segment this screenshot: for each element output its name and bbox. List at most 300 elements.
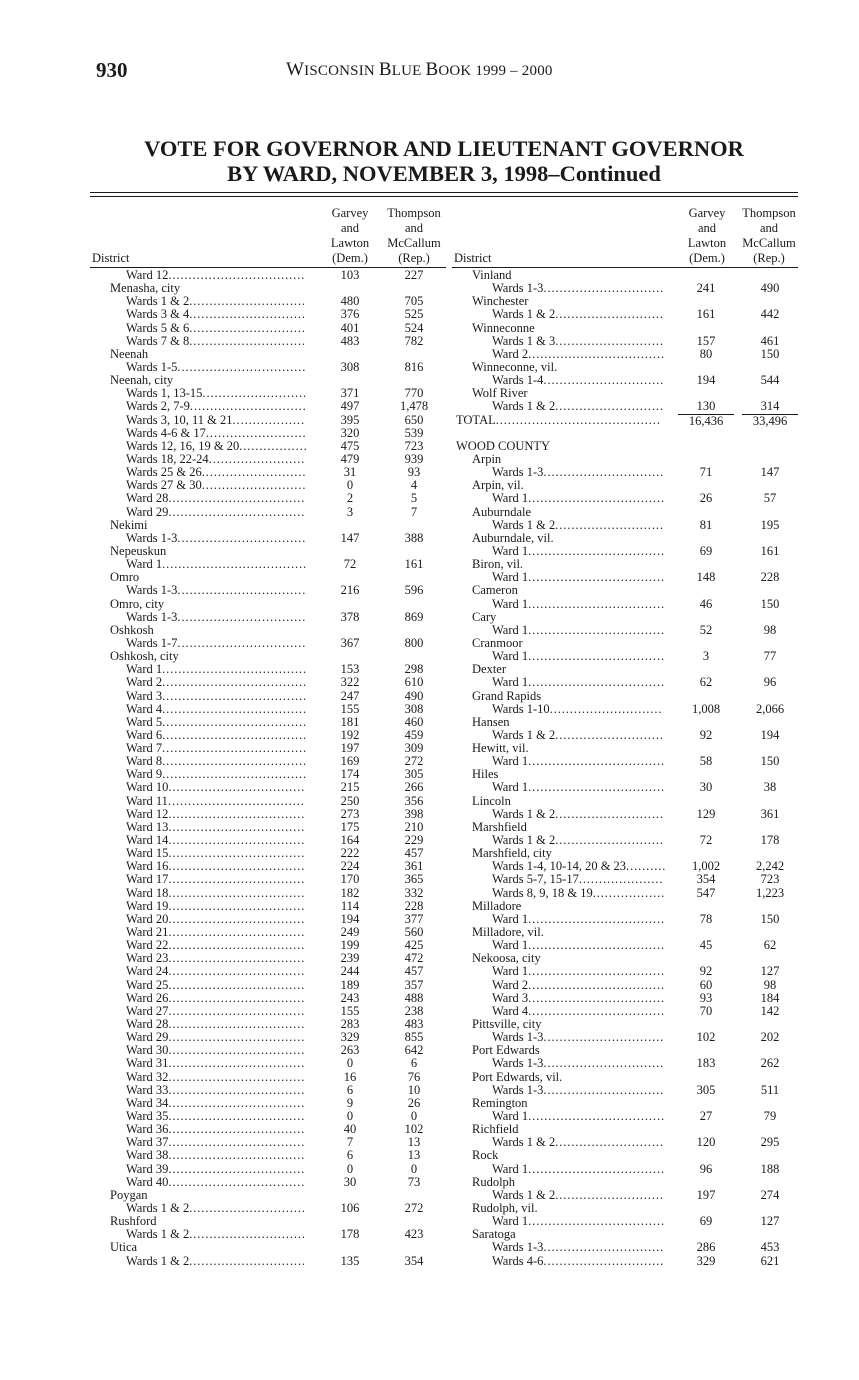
dem-votes: 395 bbox=[340, 412, 360, 427]
rep-votes: 7 bbox=[410, 504, 418, 519]
dem-votes: 155 bbox=[340, 701, 360, 716]
municipality-name: Winchester bbox=[472, 294, 529, 309]
dot-leader: ..................... bbox=[578, 872, 664, 887]
dem-votes: 16 bbox=[343, 1069, 357, 1084]
dem-votes: 175 bbox=[340, 819, 360, 834]
ward-label: Ward 1.................................. bbox=[492, 1109, 665, 1123]
rep-votes: 228 bbox=[404, 898, 424, 913]
dot-leader: .................................. bbox=[528, 1109, 665, 1123]
page-header bbox=[96, 58, 716, 84]
ward-label: Ward 5.................................... bbox=[126, 714, 308, 729]
left-rows bbox=[90, 266, 446, 1268]
rep-votes: 127 bbox=[760, 964, 780, 979]
ward-label: Wards 1 & 2............................. bbox=[126, 1253, 306, 1268]
ward-label: Wards 27 & 30.......................... bbox=[126, 478, 307, 493]
rep-votes: 202 bbox=[760, 1030, 780, 1045]
rep-votes: 314 bbox=[760, 399, 780, 414]
rep-votes: 596 bbox=[404, 583, 424, 598]
dot-leader: .............................. bbox=[543, 465, 665, 480]
dot-leader: ........................... bbox=[555, 399, 664, 414]
dot-leader: .............................. bbox=[543, 1082, 665, 1097]
ward-label: Wards 1 & 2............................. bbox=[126, 1227, 306, 1242]
ward-label: Ward 1.................................. bbox=[492, 964, 665, 979]
rep-votes: 184 bbox=[760, 990, 780, 1005]
municipality-name: Nepeuskun bbox=[110, 543, 167, 558]
ward-label: Ward 12.................................. bbox=[126, 268, 306, 282]
rep-votes: 1,478 bbox=[399, 399, 429, 414]
dem-votes: 308 bbox=[340, 359, 360, 374]
ward-label: Ward 30.................................. bbox=[126, 1043, 306, 1058]
dot-leader: .................................. bbox=[168, 780, 306, 795]
municipality-name: Nekimi bbox=[110, 517, 148, 532]
dem-votes: 30 bbox=[699, 780, 713, 795]
dot-leader: .............................. bbox=[543, 373, 665, 388]
dem-votes: 0 bbox=[346, 1109, 354, 1123]
municipality-name: Cranmoor bbox=[472, 635, 523, 650]
municipality-name: Rushford bbox=[110, 1214, 157, 1229]
ward-label: Ward 15.................................. bbox=[126, 846, 306, 861]
rep-votes: 525 bbox=[404, 307, 424, 322]
dot-leader: .................................. bbox=[168, 885, 306, 900]
ward-label: Ward 40.................................. bbox=[126, 1174, 306, 1189]
ward-label: Ward 7.................................... bbox=[126, 741, 308, 756]
rep-votes: 800 bbox=[404, 635, 424, 650]
rep-votes: 782 bbox=[404, 333, 424, 348]
dot-leader: .................................. bbox=[528, 911, 665, 926]
dot-leader: .................................. bbox=[528, 596, 665, 611]
dem-votes: 378 bbox=[340, 609, 360, 624]
ward-label: Ward 33.................................. bbox=[126, 1082, 306, 1097]
rep-votes: 150 bbox=[760, 346, 780, 361]
rep-votes: 229 bbox=[404, 833, 424, 848]
rep-votes: 472 bbox=[404, 951, 424, 966]
ward-label: Ward 9.................................... bbox=[126, 767, 308, 782]
dot-leader: .................................. bbox=[528, 780, 665, 795]
dot-leader: .................................... bbox=[162, 688, 308, 703]
rep-votes: 357 bbox=[404, 977, 424, 992]
dem-votes: 69 bbox=[699, 1214, 713, 1229]
dem-votes: 60 bbox=[699, 977, 713, 992]
dot-leader: .......... bbox=[626, 859, 667, 874]
rep-votes: 816 bbox=[404, 359, 424, 374]
ward-label: Wards 1-3.............................. bbox=[492, 1082, 665, 1097]
dem-votes: 155 bbox=[340, 1003, 360, 1018]
left-column bbox=[90, 198, 446, 1268]
dot-leader: .................................. bbox=[168, 872, 306, 887]
ward-label: Wards 1-3.............................. bbox=[492, 281, 665, 296]
ward-label: Wards 1 & 3........................... bbox=[492, 333, 664, 348]
total-label: TOTAL......................................... bbox=[456, 412, 661, 427]
rep-votes: 0 bbox=[410, 1161, 418, 1176]
dem-votes: 305 bbox=[696, 1082, 716, 1097]
municipality-name: Oshkosh, city bbox=[110, 649, 179, 664]
table-title-line-2: BY WARD, NOVEMBER 3, 1998–Continued bbox=[227, 161, 661, 186]
dot-leader: ........................... bbox=[555, 307, 664, 322]
ward-label: Ward 29.................................. bbox=[126, 1030, 306, 1045]
rep-votes: 308 bbox=[404, 701, 424, 716]
dot-leader: .................................. bbox=[168, 491, 306, 506]
dot-leader: .................................. bbox=[528, 570, 665, 585]
ward-label: Ward 1.................................. bbox=[492, 754, 665, 769]
ward-label: Ward 13.................................. bbox=[126, 819, 306, 834]
ward-label: Wards 1 & 2........................... bbox=[492, 517, 664, 532]
rep-votes: 33,496 bbox=[742, 414, 798, 428]
municipality-name: Cary bbox=[472, 609, 497, 624]
rep-votes: 490 bbox=[760, 281, 780, 296]
dot-leader: .................................. bbox=[168, 1122, 306, 1137]
rep-header: Thompson and McCallum (Rep.) bbox=[742, 206, 796, 265]
rep-votes: 228 bbox=[760, 570, 780, 585]
dem-votes: 153 bbox=[340, 662, 360, 677]
dot-leader: ................................ bbox=[177, 609, 307, 624]
dot-leader: ................................ bbox=[177, 583, 307, 598]
ward-label: Wards 1-5................................ bbox=[126, 359, 307, 374]
dot-leader: .................................. bbox=[528, 346, 665, 361]
dot-leader: ......................................... bbox=[495, 412, 661, 427]
rep-votes: 4 bbox=[410, 478, 418, 493]
rep-votes: 332 bbox=[404, 885, 424, 900]
municipality-name: Neenah, city bbox=[110, 373, 174, 388]
dem-votes: 183 bbox=[696, 1056, 716, 1071]
rep-votes: 459 bbox=[404, 727, 424, 742]
rep-votes: 150 bbox=[760, 754, 780, 769]
ward-label: Wards 1 & 2........................... bbox=[492, 806, 664, 821]
dot-leader: ................................ bbox=[177, 530, 307, 545]
ward-label: Ward 21.................................. bbox=[126, 925, 306, 940]
ward-label: Wards 4-6 & 17......................... bbox=[126, 425, 307, 440]
dem-votes: 157 bbox=[696, 333, 716, 348]
dot-leader: ................................ bbox=[177, 359, 307, 374]
dot-leader: .................................. bbox=[167, 793, 305, 808]
dem-votes: 197 bbox=[340, 741, 360, 756]
rep-votes: 2,066 bbox=[755, 701, 785, 716]
county-row bbox=[452, 440, 798, 453]
dot-leader: .................................. bbox=[168, 938, 306, 953]
dem-votes: 93 bbox=[699, 990, 713, 1005]
ward-label: Ward 34.................................. bbox=[126, 1095, 306, 1110]
dot-leader: .................................... bbox=[162, 754, 308, 769]
dot-leader: ............................. bbox=[189, 1253, 306, 1268]
dem-votes: 0 bbox=[346, 1056, 354, 1071]
dem-votes: 247 bbox=[340, 688, 360, 703]
rep-votes: 524 bbox=[404, 320, 424, 335]
dot-leader: .................................. bbox=[168, 833, 306, 848]
dot-leader: .................................. bbox=[168, 846, 306, 861]
dot-leader: .................................. bbox=[528, 1003, 665, 1018]
rep-votes: 195 bbox=[760, 517, 780, 532]
dem-votes: 31 bbox=[343, 465, 357, 480]
ward-label: Ward 1.................................... bbox=[126, 662, 308, 677]
rep-votes: 79 bbox=[763, 1109, 777, 1123]
rep-votes: 13 bbox=[407, 1148, 421, 1163]
ward-label: Ward 1.................................. bbox=[492, 491, 665, 506]
dem-votes: 215 bbox=[340, 780, 360, 795]
dot-leader: ........................... bbox=[555, 806, 664, 821]
municipality-name: Milladore bbox=[472, 898, 522, 913]
rep-votes: 73 bbox=[407, 1174, 421, 1189]
municipality-name: Richfield bbox=[472, 1122, 519, 1137]
ward-label: Wards 1-4.............................. bbox=[492, 373, 665, 388]
ward-label: Ward 1.................................. bbox=[492, 570, 665, 585]
dem-votes: 103 bbox=[340, 268, 360, 282]
dot-leader: .................................. bbox=[168, 1148, 306, 1163]
dot-leader: ............................. bbox=[189, 294, 306, 309]
dem-votes: 92 bbox=[699, 727, 713, 742]
dot-leader: .................................. bbox=[168, 1135, 306, 1150]
dem-votes: 114 bbox=[340, 898, 360, 913]
rep-votes: 425 bbox=[404, 938, 424, 953]
municipality-name: Grand Rapids bbox=[472, 688, 542, 703]
dem-votes: 72 bbox=[699, 833, 713, 848]
rep-votes: 457 bbox=[404, 846, 424, 861]
dem-votes: 243 bbox=[340, 990, 360, 1005]
dem-votes: 16,436 bbox=[678, 414, 734, 428]
rep-votes: 266 bbox=[404, 780, 424, 795]
rep-votes: 442 bbox=[760, 307, 780, 322]
dem-votes: 106 bbox=[340, 1200, 360, 1215]
ward-label: Ward 28.................................. bbox=[126, 491, 306, 506]
municipality-name: Neenah bbox=[110, 346, 149, 361]
dem-votes: 273 bbox=[340, 806, 360, 821]
rep-votes: 354 bbox=[404, 1253, 424, 1268]
dem-votes: 62 bbox=[699, 675, 713, 690]
rep-votes: 642 bbox=[404, 1043, 424, 1058]
ward-label: Wards 1-3.............................. bbox=[492, 1240, 665, 1255]
dem-votes: 72 bbox=[343, 557, 357, 572]
dem-votes: 182 bbox=[340, 885, 360, 900]
dot-leader: .................................... bbox=[162, 741, 308, 756]
rep-votes: 453 bbox=[760, 1240, 780, 1255]
ward-label: Wards 1 & 2............................. bbox=[126, 294, 306, 309]
dem-votes: 6 bbox=[346, 1148, 354, 1163]
dem-votes: 178 bbox=[340, 1227, 360, 1242]
rep-votes: 150 bbox=[760, 911, 780, 926]
dot-leader: .................................. bbox=[528, 1214, 665, 1229]
ward-label: Wards 1-3.............................. bbox=[492, 1056, 665, 1071]
ward-label: Ward 2.................................. bbox=[492, 346, 665, 361]
rep-votes: 127 bbox=[760, 1214, 780, 1229]
dot-leader: .................................. bbox=[168, 1017, 306, 1032]
ward-label: Wards 1, 13-15.......................... bbox=[126, 386, 308, 401]
municipality-name: Marshfield bbox=[472, 819, 527, 834]
dem-votes: 161 bbox=[696, 307, 716, 322]
dem-votes: 0 bbox=[346, 1161, 354, 1176]
dot-leader: .................................. bbox=[528, 622, 665, 637]
ward-label: Wards 3 & 4............................. bbox=[126, 307, 306, 322]
rep-votes: 77 bbox=[763, 649, 777, 664]
municipality-name: Hansen bbox=[472, 714, 510, 729]
rep-votes: 238 bbox=[404, 1003, 424, 1018]
ward-label: Ward 4.................................... bbox=[126, 701, 308, 716]
ward-label: Wards 8, 9, 18 & 19.................. bbox=[492, 885, 666, 900]
dem-votes: 2 bbox=[346, 491, 354, 506]
dot-leader: .......................... bbox=[201, 478, 307, 493]
ward-row bbox=[452, 1136, 798, 1149]
rep-votes: 361 bbox=[760, 806, 780, 821]
dot-leader: .................................. bbox=[528, 675, 665, 690]
rep-votes: 161 bbox=[404, 557, 424, 572]
dot-leader: .................................. bbox=[168, 977, 306, 992]
dot-leader: ........................... bbox=[555, 333, 664, 348]
dot-leader: .................................. bbox=[528, 649, 665, 664]
rep-votes: 939 bbox=[404, 451, 424, 466]
rep-votes: 309 bbox=[404, 741, 424, 756]
rep-votes: 855 bbox=[404, 1030, 424, 1045]
municipality-name: Winneconne bbox=[472, 320, 535, 335]
ward-label: Wards 18, 22-24........................ bbox=[126, 451, 306, 466]
ward-label: Ward 1.................................... bbox=[126, 557, 308, 572]
dem-votes: 52 bbox=[699, 622, 713, 637]
dem-votes: 194 bbox=[696, 373, 716, 388]
municipality-name: Vinland bbox=[472, 268, 512, 282]
dem-votes: 1,008 bbox=[691, 701, 721, 716]
dem-votes: 241 bbox=[696, 281, 716, 296]
dem-votes: 135 bbox=[340, 1253, 360, 1268]
dem-votes: 329 bbox=[340, 1030, 360, 1045]
right-column bbox=[452, 198, 798, 1268]
ward-row bbox=[452, 598, 798, 611]
dot-leader: .................................... bbox=[162, 727, 308, 742]
table-title bbox=[90, 136, 798, 186]
ward-label: Ward 2.................................. bbox=[492, 977, 665, 992]
dem-header: Garvey and Lawton (Dem.) bbox=[687, 206, 727, 265]
dem-votes: 354 bbox=[696, 872, 716, 887]
rep-votes: 723 bbox=[760, 872, 780, 887]
ward-label: Ward 17.................................. bbox=[126, 872, 306, 887]
dem-votes: 222 bbox=[340, 846, 360, 861]
rep-votes: 98 bbox=[763, 977, 777, 992]
dot-leader: ........................... bbox=[555, 833, 664, 848]
municipality-name: Lincoln bbox=[472, 793, 511, 808]
municipality-name: Winneconne, vil. bbox=[472, 359, 558, 374]
dot-leader: .............................. bbox=[543, 1240, 665, 1255]
rep-votes: 98 bbox=[763, 622, 777, 637]
ward-label: Ward 8.................................... bbox=[126, 754, 308, 769]
rep-votes: 377 bbox=[404, 911, 424, 926]
dem-votes: 483 bbox=[340, 333, 360, 348]
municipality-name: Port Edwards bbox=[472, 1043, 540, 1058]
running-title: WISCONSIN BLUE BOOK 1999 – 2000 bbox=[286, 59, 553, 80]
ward-row bbox=[452, 400, 798, 413]
rep-votes: 210 bbox=[404, 819, 424, 834]
ward-label: Ward 3.................................. bbox=[492, 990, 665, 1005]
dem-votes: 244 bbox=[340, 964, 360, 979]
dot-leader: .................................. bbox=[528, 964, 665, 979]
rep-votes: 461 bbox=[760, 333, 780, 348]
ward-label: Ward 37.................................. bbox=[126, 1135, 306, 1150]
dot-leader: ........................... bbox=[555, 727, 664, 742]
dot-leader: .................................... bbox=[162, 701, 308, 716]
rep-votes: 188 bbox=[760, 1161, 780, 1176]
dot-leader: .................................. bbox=[168, 859, 306, 874]
dem-votes: 371 bbox=[340, 386, 360, 401]
dot-leader: .................................. bbox=[528, 990, 665, 1005]
rep-votes: 5 bbox=[410, 491, 418, 506]
dot-leader: .......................... bbox=[202, 386, 308, 401]
rep-votes: 150 bbox=[760, 596, 780, 611]
ward-label: Ward 18.................................. bbox=[126, 885, 306, 900]
ward-label: Wards 1-3.............................. bbox=[492, 1030, 665, 1045]
dot-leader: ............................ bbox=[549, 701, 663, 716]
dot-leader: ............................. bbox=[189, 320, 306, 335]
title-rule-bottom bbox=[90, 196, 798, 197]
rep-votes: 483 bbox=[404, 1017, 424, 1032]
dem-votes: 147 bbox=[340, 530, 360, 545]
rep-votes: 142 bbox=[760, 1003, 780, 1018]
rep-votes: 560 bbox=[404, 925, 424, 940]
municipality-name: Remington bbox=[472, 1095, 528, 1110]
municipality-name: Cameron bbox=[472, 583, 518, 598]
dot-leader: .................................. bbox=[168, 964, 306, 979]
dem-votes: 169 bbox=[340, 754, 360, 769]
ward-label: Ward 1.................................. bbox=[492, 649, 665, 664]
ward-label: Wards 25 & 26.......................... bbox=[126, 465, 307, 480]
dem-votes: 286 bbox=[696, 1240, 716, 1255]
dem-votes: 71 bbox=[699, 465, 713, 480]
municipality-name: Auburndale, vil. bbox=[472, 530, 554, 545]
dot-leader: .................................... bbox=[162, 675, 308, 690]
title-rule-top bbox=[90, 192, 798, 193]
ward-label: Ward 1.................................. bbox=[492, 675, 665, 690]
rep-votes: 650 bbox=[404, 412, 424, 427]
rep-votes: 356 bbox=[404, 793, 424, 808]
ward-label: Wards 1 & 2............................. bbox=[126, 1200, 306, 1215]
municipality-name: Marshfield, city bbox=[472, 846, 552, 861]
rep-votes: 57 bbox=[763, 491, 777, 506]
dem-header: Garvey and Lawton (Dem.) bbox=[330, 206, 370, 265]
rep-votes: 365 bbox=[404, 872, 424, 887]
dem-votes: 70 bbox=[699, 1003, 713, 1018]
dot-leader: ............................. bbox=[189, 1227, 306, 1242]
dem-votes: 401 bbox=[340, 320, 360, 335]
ward-label: Ward 26.................................. bbox=[126, 990, 306, 1005]
ward-label: Ward 11.................................. bbox=[126, 793, 305, 808]
rep-votes: 147 bbox=[760, 465, 780, 480]
municipality-name: Rudolph bbox=[472, 1174, 516, 1189]
ward-label: Ward 28.................................. bbox=[126, 1017, 306, 1032]
dot-leader: .................................. bbox=[168, 1056, 306, 1071]
dem-votes: 376 bbox=[340, 307, 360, 322]
ward-label: Ward 35.................................. bbox=[126, 1109, 306, 1123]
ward-row bbox=[90, 1228, 446, 1241]
dot-leader: ............................. bbox=[189, 307, 306, 322]
dem-votes: 320 bbox=[340, 425, 360, 440]
dem-votes: 189 bbox=[340, 977, 360, 992]
dem-votes: 148 bbox=[696, 570, 716, 585]
ward-label: Wards 1 & 2........................... bbox=[492, 833, 664, 848]
ward-label: Ward 25.................................. bbox=[126, 977, 306, 992]
dot-leader: ........................... bbox=[555, 1135, 664, 1150]
rep-votes: 2,242 bbox=[755, 859, 785, 874]
dot-leader: .................. bbox=[232, 412, 305, 427]
rep-votes: 457 bbox=[404, 964, 424, 979]
rep-votes: 161 bbox=[760, 543, 780, 558]
dem-votes: 170 bbox=[340, 872, 360, 887]
page-number: 930 bbox=[96, 58, 128, 82]
dot-leader: .................................. bbox=[528, 754, 665, 769]
dem-votes: 192 bbox=[340, 727, 360, 742]
dem-votes: 329 bbox=[696, 1253, 716, 1268]
rep-votes: 361 bbox=[404, 859, 424, 874]
municipality-name: Hiles bbox=[472, 767, 499, 782]
rep-votes: 869 bbox=[404, 609, 424, 624]
rep-votes: 770 bbox=[404, 386, 424, 401]
rep-votes: 62 bbox=[763, 938, 777, 953]
dem-votes: 224 bbox=[340, 859, 360, 874]
dot-leader: .................................. bbox=[168, 951, 306, 966]
dem-votes: 479 bbox=[340, 451, 360, 466]
rep-votes: 178 bbox=[760, 833, 780, 848]
